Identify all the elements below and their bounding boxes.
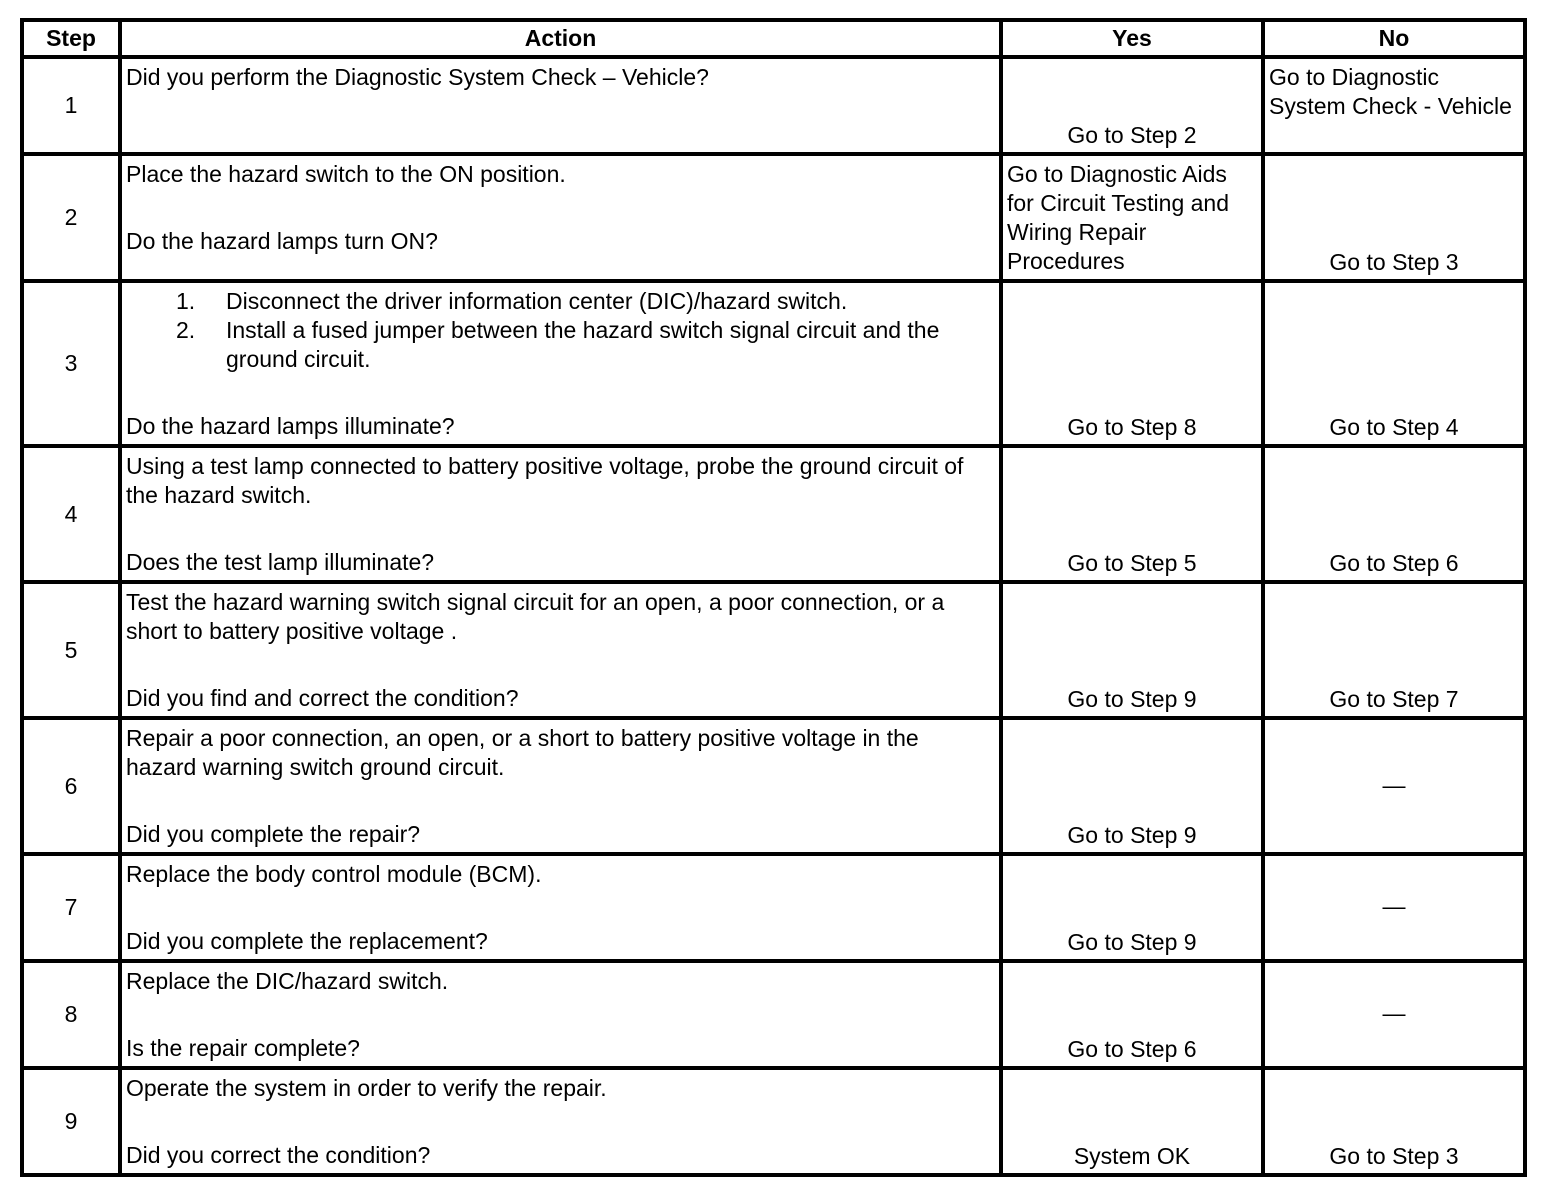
action-cell	[120, 154, 1001, 281]
action-instruction: Place the hazard switch to the ON position.	[126, 161, 566, 187]
yes-cell: Go to Step 9	[1001, 854, 1263, 961]
table-row	[22, 854, 1525, 961]
action-cell	[120, 1068, 1001, 1175]
action-instruction: Test the hazard warning switch signal circuit for an open, a poor connection, or a short to battery positive voltage .	[126, 589, 945, 644]
yes-cell: Go to Step 8	[1001, 281, 1263, 446]
header-no: No	[1263, 20, 1525, 57]
no-cell: —	[1263, 961, 1525, 1068]
table-row	[22, 57, 1525, 154]
table-row	[22, 961, 1525, 1068]
action-question: Did you find and correct the condition?	[126, 685, 519, 711]
substep-text: Disconnect the driver information center (DIC)/hazard switch.	[226, 288, 848, 314]
action-instruction: Operate the system in order to verify the repair.	[126, 1075, 607, 1101]
header-step: Step	[22, 20, 120, 57]
action-instruction: Replace the body control module (BCM).	[126, 861, 542, 887]
action-cell	[120, 582, 1001, 718]
action-cell	[120, 854, 1001, 961]
yes-cell: Go to Diagnostic Aids for Circuit Testing and Wiring Repair Procedures	[1001, 154, 1263, 281]
no-cell: —	[1263, 854, 1525, 961]
step-number: 8	[22, 961, 120, 1068]
yes-cell: Go to Step 5	[1001, 446, 1263, 582]
substep-number: 1.	[176, 288, 196, 314]
step-number: 5	[22, 582, 120, 718]
action-question: Did you complete the replacement?	[126, 928, 488, 954]
step-number: 1	[22, 57, 120, 154]
action-question: Does the test lamp illuminate?	[126, 549, 435, 575]
action-cell	[120, 446, 1001, 582]
table-row	[22, 154, 1525, 281]
table-row	[22, 446, 1525, 582]
no-cell: Go to Step 7	[1263, 582, 1525, 718]
no-cell: Go to Step 3	[1263, 1068, 1525, 1175]
table-row	[22, 582, 1525, 718]
header-row	[22, 20, 1525, 57]
action-cell	[120, 718, 1001, 854]
no-cell: Go to Step 6	[1263, 446, 1525, 582]
table-row	[22, 1068, 1525, 1175]
substep-item	[176, 287, 995, 316]
step-number: 3	[22, 281, 120, 446]
step-number: 9	[22, 1068, 120, 1175]
yes-cell: Go to Step 9	[1001, 582, 1263, 718]
yes-cell: Go to Step 2	[1001, 57, 1263, 154]
yes-cell: System OK	[1001, 1068, 1263, 1175]
diagnostic-table	[20, 18, 1527, 1177]
step-number: 2	[22, 154, 120, 281]
action-instruction: Using a test lamp connected to battery positive voltage, probe the ground circuit of the hazard switch.	[126, 453, 964, 508]
table-row	[22, 281, 1525, 446]
step-number: 4	[22, 446, 120, 582]
no-cell: Go to Step 3	[1263, 154, 1525, 281]
action-instruction: Did you perform the Diagnostic System Check – Vehicle?	[126, 64, 709, 90]
substep-list	[126, 287, 995, 374]
action-question: Do the hazard lamps turn ON?	[126, 228, 438, 254]
yes-cell: Go to Step 6	[1001, 961, 1263, 1068]
action-question: Do the hazard lamps illuminate?	[126, 413, 455, 439]
yes-cell: Go to Step 9	[1001, 718, 1263, 854]
action-instruction: Repair a poor connection, an open, or a short to battery positive voltage in the hazard warning switch ground circuit.	[126, 725, 919, 780]
action-question: Did you complete the repair?	[126, 821, 421, 847]
no-cell: Go to Diagnostic System Check - Vehicle	[1263, 57, 1525, 154]
table-row	[22, 718, 1525, 854]
no-cell: —	[1263, 718, 1525, 854]
substep-text: Install a fused jumper between the hazard switch signal circuit and the ground circuit.	[226, 317, 940, 372]
header-action: Action	[120, 20, 1001, 57]
no-cell: Go to Step 4	[1263, 281, 1525, 446]
step-number: 6	[22, 718, 120, 854]
action-cell	[120, 281, 1001, 446]
substep-item	[176, 316, 995, 374]
step-number: 7	[22, 854, 120, 961]
action-instruction: Replace the DIC/hazard switch.	[126, 968, 449, 994]
header-yes: Yes	[1001, 20, 1263, 57]
action-question: Did you correct the condition?	[126, 1142, 431, 1168]
substep-number: 2.	[176, 317, 196, 343]
action-question: Is the repair complete?	[126, 1035, 360, 1061]
action-cell	[120, 57, 1001, 154]
action-cell	[120, 961, 1001, 1068]
